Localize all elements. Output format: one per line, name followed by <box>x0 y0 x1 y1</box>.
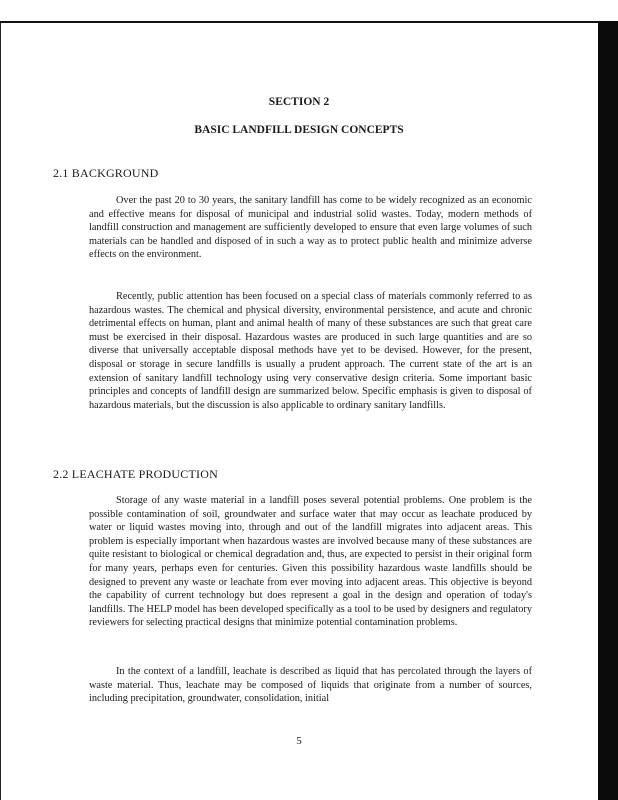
section-subtitle: BASIC LANDFILL DESIGN CONCEPTS <box>194 124 404 136</box>
paragraph-leachate-2: In the context of a landfill, leachate is described as liquid that has percolated through the layers of waste material. Thus, leachate may be composed of liquids that originate from a number of sources, including precipitation, groundwater, consolidation, initial <box>89 666 532 705</box>
page-number: 5 <box>296 735 302 747</box>
section-title: SECTION 2 <box>268 96 330 108</box>
document-page <box>0 23 598 800</box>
paragraph-background-2: Recently, public attention has been focused on a special class of materials commonly referred to as hazardous wastes. The chemical and physical diversity, environmental persistence, and acute and chronic detrimental effects on human, plant and animal health of many of these substances are such that great care must be exercised in their disposal. Hazardous wastes are produced in such large quantities and are so diverse that universally acceptable disposal methods have yet to be devised. However, for the present, disposal or storage in secure landfills is usually a prudent approach. The current state of the art is an extension of sanitary landfill technology using very conservative design criteria. Some important basic principles and concepts of landfill design are summarized below. Specific emphasis is given to disposal of hazardous materials, but the discussion is also applicable to ordinary sanitary landfills. <box>89 291 532 411</box>
heading-background: 2.1 BACKGROUND <box>53 166 159 180</box>
heading-leachate-production: 2.2 LEACHATE PRODUCTION <box>53 467 218 481</box>
paragraph-leachate-1: Storage of any waste material in a landfill poses several potential problems. One problem is the possible contamination of soil, groundwater and surface water that may occur as leachate produced by water or liquid wastes moving into, through and out of the landfill migrates into adjacent areas. This problem is especially important when hazardous wastes are involved because many of these substances are quite resistant to biological or chemical degradation and, thus, are expected to persist in their original form for many years, perhaps even for centuries. Given this possibility hazardous waste landfills should be designed to prevent any waste or leachate from ever moving into adjacent areas. This objective is beyond the capability of current technology but does represent a goal in the design and operation of today's landfills. The HELP model has been developed specifically as a tool to be used by designers and regulatory reviewers for selecting practical designs that minimize potential contamination problems. <box>89 495 532 629</box>
paragraph-background-1: Over the past 20 to 30 years, the sanitary landfill has come to be widely recognized as an economic and effective means for disposal of municipal and industrial solid wastes. Today, modern methods of landfill construction and management are sufficiently developed to ensure that even large volumes of such materials can be handled and disposed of in such a way as to protect public health and minimize adverse effects on the environment. <box>89 195 532 261</box>
scan-right-edge <box>598 21 618 800</box>
